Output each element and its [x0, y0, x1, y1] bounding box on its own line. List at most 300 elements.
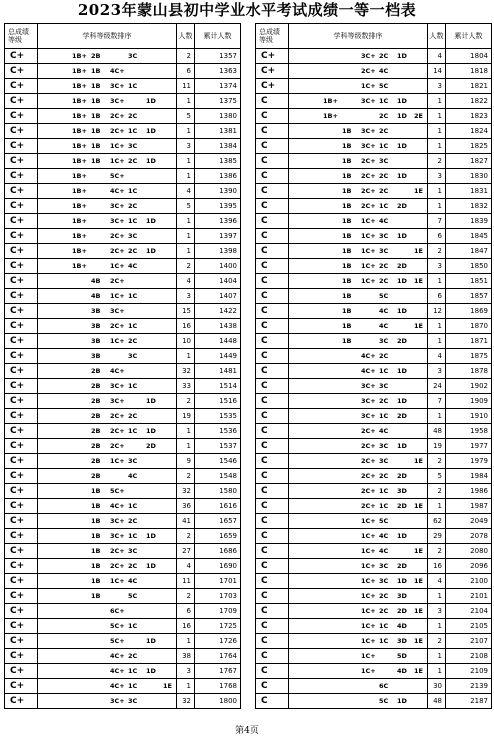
grade-cell: C+	[5, 484, 38, 499]
table-row	[5, 364, 241, 379]
header-grade-line2: 等级	[8, 36, 22, 44]
grade-token: 4C+	[110, 502, 125, 510]
cumulative-cell: 1839	[446, 214, 492, 229]
count-cell: 1	[177, 94, 195, 109]
cumulative-cell: 1536	[195, 424, 241, 439]
grade-token: 2B	[91, 397, 101, 405]
count-cell: 48	[428, 424, 446, 439]
table-row	[5, 439, 241, 454]
cumulative-cell: 1422	[195, 304, 241, 319]
table-row	[256, 349, 492, 364]
table-row	[5, 379, 241, 394]
grade-cell: C	[256, 274, 289, 289]
grade-cell: C	[256, 529, 289, 544]
grade-cell: C	[256, 439, 289, 454]
grade-token: 4C	[379, 67, 389, 75]
cumulative-cell: 1984	[446, 469, 492, 484]
grade-token: 4C+	[110, 187, 125, 195]
grade-cell: C	[256, 469, 289, 484]
grade-cell: C+	[5, 199, 38, 214]
table-row	[5, 454, 241, 469]
combo-cell	[38, 334, 177, 349]
cumulative-cell: 1386	[195, 169, 241, 184]
grade-cell: C	[256, 664, 289, 679]
header-count: 人数	[177, 24, 195, 49]
grade-token: 1E	[414, 322, 423, 330]
table-row	[256, 124, 492, 139]
count-cell: 1	[428, 334, 446, 349]
grade-token: 2B	[91, 412, 101, 420]
grade-token: 1D	[146, 97, 156, 105]
combo-cell	[38, 649, 177, 664]
grade-token: 4B	[91, 277, 101, 285]
grade-token: 2D	[397, 502, 407, 510]
combo-cell	[289, 79, 428, 94]
grade-token: 3B	[91, 322, 101, 330]
grade-token: 1D	[146, 157, 156, 165]
grade-cell: C+	[5, 439, 38, 454]
table-row	[5, 259, 241, 274]
table-row	[5, 124, 241, 139]
cumulative-cell: 1830	[446, 169, 492, 184]
grade-cell: C	[256, 169, 289, 184]
cumulative-cell: 1481	[195, 364, 241, 379]
count-cell: 5	[177, 109, 195, 124]
grade-token: 1C	[128, 187, 138, 195]
grade-token: 3C	[379, 382, 389, 390]
grade-cell: C+	[5, 184, 38, 199]
count-cell: 1	[177, 169, 195, 184]
grade-cell: C	[256, 94, 289, 109]
grade-token: 5C+	[110, 172, 125, 180]
combo-cell	[289, 649, 428, 664]
grade-token: 1D	[397, 172, 407, 180]
count-cell: 1	[428, 589, 446, 604]
grade-token: 1B	[342, 202, 352, 210]
table-row	[5, 289, 241, 304]
grade-cell: C+	[5, 589, 38, 604]
combo-cell	[289, 514, 428, 529]
grade-token: 2C	[379, 52, 389, 60]
table-row	[5, 169, 241, 184]
count-cell: 11	[177, 574, 195, 589]
cumulative-cell: 1800	[195, 694, 241, 709]
table-row	[256, 544, 492, 559]
grade-cell: C+	[5, 454, 38, 469]
grade-cell: C+	[5, 139, 38, 154]
combo-cell	[289, 259, 428, 274]
grade-cell: C+	[5, 469, 38, 484]
cumulative-cell: 2049	[446, 514, 492, 529]
combo-cell	[38, 424, 177, 439]
grade-token: 2C+	[361, 67, 376, 75]
combo-cell	[38, 529, 177, 544]
combo-cell	[289, 214, 428, 229]
grade-token: 1C+	[361, 622, 376, 630]
cumulative-cell: 1449	[195, 349, 241, 364]
grade-token: 1E	[414, 247, 423, 255]
header-grade	[5, 24, 38, 49]
grade-token: 1C	[379, 202, 389, 210]
table-row	[5, 634, 241, 649]
grade-token: 1C	[379, 367, 389, 375]
grade-token: 5C+	[110, 487, 125, 495]
grade-token: 2C	[128, 157, 138, 165]
grade-token: 1D	[397, 97, 407, 105]
grade-token: 2C+	[110, 427, 125, 435]
grade-cell: C+	[5, 274, 38, 289]
combo-cell	[38, 64, 177, 79]
count-cell: 24	[428, 379, 446, 394]
grade-token: 2B	[91, 457, 101, 465]
grade-token: 2C	[379, 472, 389, 480]
grade-token: 1E	[414, 502, 423, 510]
count-cell: 1	[428, 664, 446, 679]
grade-token: 1B+	[72, 112, 87, 120]
count-cell: 10	[177, 334, 195, 349]
grade-cell: C+	[5, 424, 38, 439]
count-cell: 14	[428, 64, 446, 79]
grade-token: 1C+	[110, 337, 125, 345]
grade-token: 3C	[379, 562, 389, 570]
grade-token: 2C	[379, 127, 389, 135]
grade-token: 2D	[397, 337, 407, 345]
grade-cell: C+	[5, 679, 38, 694]
grade-token: 1B	[91, 127, 101, 135]
table-row	[256, 154, 492, 169]
grade-token: 4C+	[110, 667, 125, 675]
grade-token: 1B+	[323, 112, 338, 120]
grade-token: 3C	[128, 547, 138, 555]
grade-token: 4C+	[110, 67, 125, 75]
count-cell: 1	[177, 679, 195, 694]
grade-token: 1D	[146, 127, 156, 135]
grade-token: 1D	[397, 112, 407, 120]
grade-cell: C+	[5, 364, 38, 379]
cumulative-cell: 1869	[446, 304, 492, 319]
grade-token: 2B	[91, 472, 101, 480]
grade-token: 1B	[91, 532, 101, 540]
grade-token: 1C	[379, 487, 389, 495]
grade-token: 2C	[128, 517, 138, 525]
grade-token: 1C	[379, 142, 389, 150]
grade-token: 1D	[397, 442, 407, 450]
grade-token: 1C	[128, 292, 138, 300]
grade-token: 1C+	[361, 82, 376, 90]
grade-token: 2C+	[110, 547, 125, 555]
grade-token: 1E	[414, 667, 423, 675]
grade-token: 1B	[342, 307, 352, 315]
grade-cell: C	[256, 679, 289, 694]
grade-token: 2B	[91, 367, 101, 375]
grade-token: 1B	[342, 127, 352, 135]
grade-token: 2C	[379, 187, 389, 195]
cumulative-cell: 1847	[446, 244, 492, 259]
table-row	[5, 664, 241, 679]
grade-cell: C	[256, 244, 289, 259]
cumulative-cell: 1659	[195, 529, 241, 544]
table-row	[256, 64, 492, 79]
combo-cell	[289, 349, 428, 364]
grade-cell: C+	[256, 64, 289, 79]
grade-token: 2C	[128, 337, 138, 345]
cumulative-cell: 1380	[195, 109, 241, 124]
combo-cell	[289, 604, 428, 619]
count-cell: 3	[177, 139, 195, 154]
grade-token: 3C	[379, 337, 389, 345]
cumulative-cell: 1657	[195, 514, 241, 529]
grade-token: 3C	[128, 352, 138, 360]
table-row	[5, 409, 241, 424]
combo-cell	[289, 274, 428, 289]
count-cell: 5	[428, 469, 446, 484]
combo-cell	[38, 49, 177, 64]
count-cell: 1	[177, 244, 195, 259]
grade-token: 1C+	[361, 577, 376, 585]
combo-cell	[289, 664, 428, 679]
count-cell: 1	[428, 124, 446, 139]
grade-token: 4C+	[110, 682, 125, 690]
grade-cell: C	[256, 184, 289, 199]
table-row	[5, 154, 241, 169]
combo-cell	[38, 94, 177, 109]
grade-token: 1D	[397, 52, 407, 60]
combo-cell	[289, 694, 428, 709]
count-cell: 3	[428, 604, 446, 619]
table-row	[5, 529, 241, 544]
table-row	[5, 319, 241, 334]
grade-cell: C+	[256, 79, 289, 94]
combo-cell	[38, 109, 177, 124]
grade-token: 3B	[91, 337, 101, 345]
count-cell: 1	[428, 109, 446, 124]
table-row	[5, 109, 241, 124]
page-title: 2023年蒙山县初中学业水平考试成绩一等一档表	[77, 1, 417, 19]
grade-token: 3C+	[110, 397, 125, 405]
count-cell: 1	[177, 154, 195, 169]
combo-cell	[289, 64, 428, 79]
grade-token: 2C	[128, 112, 138, 120]
count-cell: 1	[428, 319, 446, 334]
grade-token: 5C	[128, 592, 138, 600]
grade-token: 5C+	[110, 637, 125, 645]
grade-cell: C	[256, 289, 289, 304]
grade-token: 2C+	[361, 202, 376, 210]
grade-token: 1C+	[110, 142, 125, 150]
combo-cell	[38, 199, 177, 214]
grade-token: 4C	[379, 547, 389, 555]
combo-cell	[289, 289, 428, 304]
grade-token: 1C	[128, 127, 138, 135]
combo-cell	[38, 259, 177, 274]
grade-token: 4D	[397, 622, 407, 630]
grade-token: 2B	[91, 52, 101, 60]
combo-cell	[38, 439, 177, 454]
cumulative-cell: 1831	[446, 184, 492, 199]
grade-token: 1C+	[110, 262, 125, 270]
grade-token: 2C	[128, 202, 138, 210]
combo-cell	[38, 139, 177, 154]
cumulative-cell: 1686	[195, 544, 241, 559]
count-cell: 2	[428, 484, 446, 499]
table-row	[5, 469, 241, 484]
count-cell: 3	[428, 364, 446, 379]
grade-token: 1C+	[361, 232, 376, 240]
cumulative-cell: 1986	[446, 484, 492, 499]
grade-token: 2C	[379, 607, 389, 615]
grade-token: 2B	[91, 442, 101, 450]
grade-token: 1D	[397, 142, 407, 150]
table-row	[256, 664, 492, 679]
table-row	[5, 349, 241, 364]
combo-cell	[289, 199, 428, 214]
cumulative-cell: 1832	[446, 199, 492, 214]
grade-token: 1C+	[361, 247, 376, 255]
grade-cell: C	[256, 694, 289, 709]
combo-cell	[289, 334, 428, 349]
table-row	[256, 319, 492, 334]
table-row	[256, 514, 492, 529]
count-cell: 3	[177, 289, 195, 304]
grade-token: 1D	[146, 427, 156, 435]
grade-token: 3C	[379, 577, 389, 585]
combo-cell	[38, 349, 177, 364]
cumulative-cell: 2078	[446, 529, 492, 544]
grade-token: 1B	[342, 187, 352, 195]
count-cell: 2	[177, 394, 195, 409]
combo-cell	[38, 559, 177, 574]
combo-cell	[38, 409, 177, 424]
grade-token: 2D	[397, 202, 407, 210]
grade-token: 1D	[397, 307, 407, 315]
grade-cell: C+	[5, 229, 38, 244]
grade-cell: C	[256, 319, 289, 334]
combo-cell	[38, 514, 177, 529]
cumulative-cell: 1910	[446, 409, 492, 424]
grade-cell: C+	[5, 379, 38, 394]
grade-token: 1C	[379, 622, 389, 630]
cumulative-cell: 1363	[195, 64, 241, 79]
grade-token: 2C+	[110, 247, 125, 255]
count-cell: 1	[177, 229, 195, 244]
cumulative-cell: 1767	[195, 664, 241, 679]
table-row	[5, 229, 241, 244]
grade-token: 1B+	[72, 217, 87, 225]
grade-token: 1B+	[72, 142, 87, 150]
count-cell: 36	[177, 499, 195, 514]
count-cell: 3	[428, 79, 446, 94]
count-cell: 2	[177, 469, 195, 484]
table-row	[256, 289, 492, 304]
cumulative-cell: 1580	[195, 484, 241, 499]
grade-token: 1D	[397, 367, 407, 375]
grade-cell: C+	[5, 94, 38, 109]
grade-cell: C	[256, 259, 289, 274]
grade-token: 1E	[414, 637, 423, 645]
grade-token: 5C	[379, 517, 389, 525]
grade-token: 1C+	[110, 577, 125, 585]
count-cell: 4	[177, 274, 195, 289]
combo-cell	[289, 439, 428, 454]
table-row	[5, 199, 241, 214]
grade-token: 3C+	[110, 382, 125, 390]
table-row	[5, 514, 241, 529]
count-cell: 1	[428, 139, 446, 154]
count-cell: 32	[177, 694, 195, 709]
grade-token: 1B	[342, 232, 352, 240]
cumulative-cell: 1400	[195, 259, 241, 274]
grade-cell: C	[256, 109, 289, 124]
cumulative-cell: 1395	[195, 199, 241, 214]
grade-token: 4C	[379, 217, 389, 225]
grade-token: 3C+	[361, 142, 376, 150]
combo-cell	[289, 469, 428, 484]
grade-token: 1D	[397, 232, 407, 240]
table-header-row	[5, 24, 241, 49]
table-row	[5, 244, 241, 259]
cumulative-cell: 1516	[195, 394, 241, 409]
cumulative-cell: 1857	[446, 289, 492, 304]
combo-cell	[289, 139, 428, 154]
combo-cell	[289, 94, 428, 109]
grade-token: 1B+	[72, 82, 87, 90]
table-row	[5, 649, 241, 664]
cumulative-cell: 1381	[195, 124, 241, 139]
grade-token: 3C	[128, 232, 138, 240]
grade-token: 2C+	[361, 502, 376, 510]
count-cell: 19	[177, 409, 195, 424]
combo-cell	[38, 589, 177, 604]
grade-token: 2D	[397, 607, 407, 615]
grade-cell: C+	[5, 409, 38, 424]
grade-token: 1C+	[110, 157, 125, 165]
grade-token: 1B	[91, 157, 101, 165]
grade-token: 1B+	[72, 157, 87, 165]
grade-token: 1B	[342, 262, 352, 270]
cumulative-cell: 1822	[446, 94, 492, 109]
count-cell: 1	[428, 619, 446, 634]
grade-cell: C+	[5, 574, 38, 589]
grade-cell: C	[256, 229, 289, 244]
grade-token: 3C+	[110, 97, 125, 105]
grade-cell: C	[256, 604, 289, 619]
grade-cell: C+	[5, 259, 38, 274]
grade-cell: C+	[5, 694, 38, 709]
grade-token: 2C	[379, 397, 389, 405]
grade-token: 1D	[146, 217, 156, 225]
grade-token: 1E	[414, 547, 423, 555]
grade-token: 6C+	[110, 607, 125, 615]
grade-token: 1B	[342, 322, 352, 330]
grade-token: 2C+	[361, 157, 376, 165]
grade-token: 4C+	[110, 367, 125, 375]
table-row	[256, 469, 492, 484]
grade-token: 3C	[128, 142, 138, 150]
table-row	[256, 229, 492, 244]
count-cell: 1	[428, 649, 446, 664]
combo-cell	[38, 154, 177, 169]
grade-token: 2C+	[110, 112, 125, 120]
cumulative-cell: 1514	[195, 379, 241, 394]
grade-token: 3C+	[110, 697, 125, 705]
header-cumulative: 累计人数	[446, 24, 492, 49]
grade-cell: C	[256, 214, 289, 229]
grade-token: 1E	[414, 187, 423, 195]
count-cell: 38	[177, 649, 195, 664]
cumulative-cell: 1384	[195, 139, 241, 154]
combo-cell	[289, 169, 428, 184]
cumulative-cell: 2104	[446, 604, 492, 619]
